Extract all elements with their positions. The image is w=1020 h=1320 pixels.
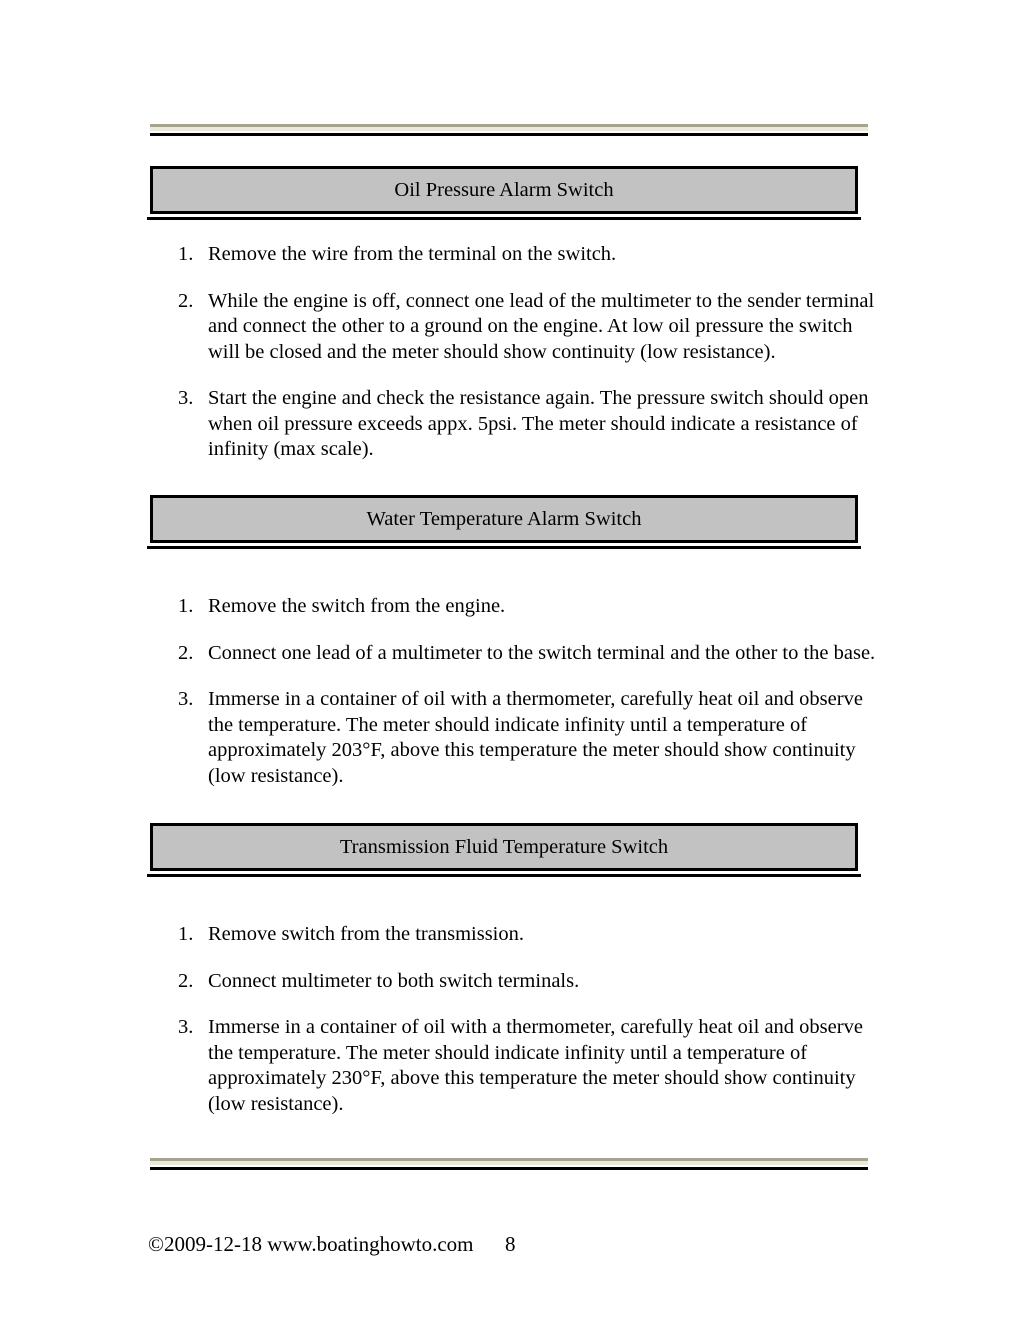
list-item <box>178 242 878 268</box>
list-item-text: Remove the wire from the terminal on the switch. <box>208 243 617 265</box>
list-item-number: 1. <box>178 595 194 617</box>
list-item-text: Remove switch from the transmission. <box>208 923 524 945</box>
footer-divider <box>150 1158 868 1170</box>
header-divider-black-line <box>150 133 868 136</box>
section-heading-underline <box>147 217 861 220</box>
steps-list-oil-pressure-alarm-switch <box>178 242 878 484</box>
list-item-number: 2. <box>178 289 194 312</box>
list-item <box>178 922 878 948</box>
section-heading-label: Transmission Fluid Temperature Switch <box>339 836 669 858</box>
section-heading-box <box>150 166 858 214</box>
section-heading-transmission-fluid-temperature-switch <box>150 823 858 877</box>
list-item-text: Immerse in a container of oil with a thermometer, carefully heat oil and observe the temperature. The meter should indicate infinity until a temperature of approximately 230°F, above this temperature the meter should show continuity (low resistance). <box>208 1016 863 1115</box>
list-item <box>178 687 878 789</box>
footer-divider-cream-line <box>150 1161 868 1165</box>
list-item-text: Immerse in a container of oil with a thermometer, carefully heat oil and observe the temperature. The meter should indicate infinity until a temperature of approximately 203°F, above this temperature the meter should show continuity (low resistance). <box>208 688 863 787</box>
list-item-text: Connect one lead of a multimeter to the switch terminal and the other to the base. <box>208 641 876 664</box>
list-item-number: 2. <box>178 969 194 992</box>
section-heading-underline <box>147 546 861 549</box>
section-heading-box <box>150 823 858 871</box>
list-item <box>178 289 878 366</box>
header-divider-cream-line <box>150 127 868 131</box>
steps-list-water-temperature-alarm-switch <box>178 594 878 810</box>
section-heading-oil-pressure-alarm-switch <box>150 166 858 220</box>
section-heading-label: Water Temperature Alarm Switch <box>366 508 642 530</box>
section-heading-water-temperature-alarm-switch <box>150 495 858 549</box>
list-item-number: 2. <box>178 641 194 664</box>
list-item-number: 3. <box>178 387 194 409</box>
header-divider <box>150 124 868 136</box>
section-heading-box <box>150 495 858 543</box>
list-item <box>178 641 878 667</box>
list-item-number: 3. <box>178 1016 194 1038</box>
list-item-text: Connect multimeter to both switch terminals. <box>208 969 580 992</box>
list-item-number: 1. <box>178 243 194 265</box>
steps-list-transmission-fluid-temperature-switch <box>178 922 878 1138</box>
list-item <box>178 1015 878 1117</box>
footer-divider-black-line <box>150 1167 868 1170</box>
list-item-text: While the engine is off, connect one lead of the multimeter to the sender terminal and connect the other to a ground on the engine. At low oil pressure the switch will be closed and the meter should show continuity (low resistance). <box>208 289 875 363</box>
footer-text: ©2009-12-18 www.boatinghowto.com 8 <box>148 1232 516 1256</box>
list-item-text: Remove the switch from the engine. <box>208 595 506 617</box>
section-heading-label: Oil Pressure Alarm Switch <box>394 179 614 201</box>
section-heading-underline <box>147 874 861 877</box>
list-item <box>178 594 878 620</box>
list-item <box>178 386 878 463</box>
list-item <box>178 969 878 995</box>
list-item-number: 1. <box>178 923 194 945</box>
list-item-number: 3. <box>178 688 194 710</box>
list-item-text: Start the engine and check the resistance again. The pressure switch should open when oil pressure exceeds appx. 5psi. The meter should indicate a resistance of infinity (max scale). <box>208 387 869 460</box>
